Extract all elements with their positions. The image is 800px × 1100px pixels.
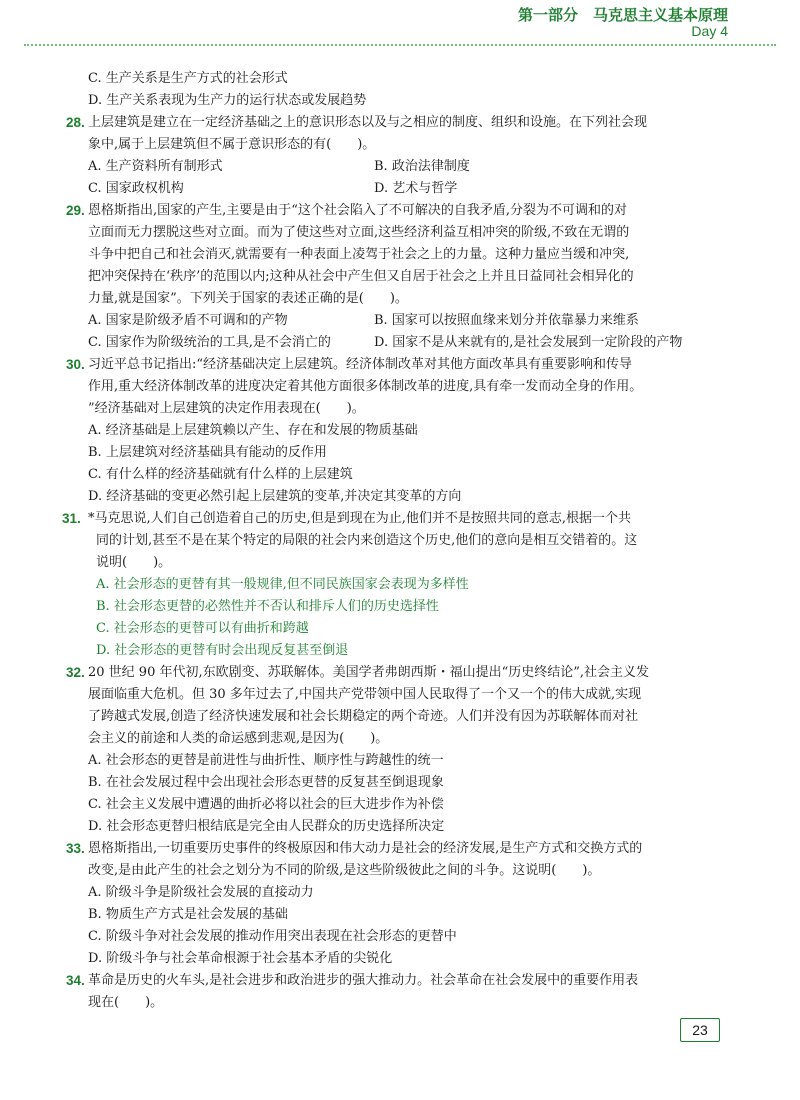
question-text: 恩格斯指出,一切重要历史事件的终极原因和伟大动力是社会的经济发展,是生产方式和交换方式的 xyxy=(88,841,643,856)
question-34 xyxy=(66,970,728,1014)
option-d: D. 艺术与哲学 xyxy=(374,181,458,196)
option-d: D. 社会形态的更替有时会出现反复甚至倒退 xyxy=(96,643,349,658)
day-label: Day 4 xyxy=(691,23,728,39)
option-a: A. 阶级斗争是阶级社会发展的直接动力 xyxy=(88,885,314,900)
question-text: 会主义的前途和人类的命运感到悲观,是因为( )。 xyxy=(88,731,389,746)
question-text: 20 世纪 90 年代初,东欧剧变、苏联解体。美国学者弗朗西斯・福山提出“历史终结论”,社会主义发 xyxy=(88,665,650,680)
page-header xyxy=(0,0,800,44)
section-title: 第一部分 马克思主义基本原理 xyxy=(517,6,728,24)
option-a: A. 经济基础是上层建筑赖以产生、存在和发展的物质基础 xyxy=(88,423,418,438)
option-c: C. 社会主义发展中遭遇的曲折必将以社会的巨大进步作为补偿 xyxy=(88,797,444,812)
options-row xyxy=(88,332,728,354)
option-c: C. 国家作为阶级统治的工具,是不会消亡的 xyxy=(88,335,331,350)
question-text: 现在( )。 xyxy=(88,995,164,1010)
question-text: 上层建筑是建立在一定经济基础之上的意识形态以及与之相应的制度、组织和设施。在下列社会现 xyxy=(88,115,648,130)
option-c: C. 有什么样的经济基础就有什么样的上层建筑 xyxy=(88,467,353,482)
question-text: 作用,重大经济体制改革的进度决定着其他方面很多体制改革的进度,具有牵一发而动全身的作用。 xyxy=(88,379,643,394)
question-number: 30. xyxy=(66,357,85,372)
question-32 xyxy=(66,662,728,838)
question-text: 把冲突保持在‘秩序’的范围以内;这种从社会中产生但又自居于社会之上并且日益同社会相异化的 xyxy=(88,269,634,284)
header-dotted-divider xyxy=(24,44,776,46)
option-b: B. 社会形态更替的必然性并不否认和排斥人们的历史选择性 xyxy=(96,599,439,614)
question-text: 恩格斯指出,国家的产生,主要是由于“这个社会陷入了不可解决的自我矛盾,分裂为不可调和的对 xyxy=(88,203,628,218)
page-number: 23 xyxy=(680,1018,720,1042)
option-d: D. 国家不是从来就有的,是社会发展到一定阶段的产物 xyxy=(374,335,683,350)
option-line: C. 生产关系是生产方式的社会形式 xyxy=(88,71,288,86)
question-number: 28. xyxy=(66,115,85,130)
options-row xyxy=(88,310,728,332)
question-number: 34. xyxy=(66,973,85,988)
question-number: 33. xyxy=(66,841,85,856)
option-d: D. 社会形态更替归根结底是完全由人民群众的历史选择所决定 xyxy=(88,819,445,834)
question-30 xyxy=(66,354,728,508)
question-number: 31. xyxy=(62,511,81,526)
option-b: B. 在社会发展过程中会出现社会形态更替的反复甚至倒退现象 xyxy=(88,775,444,790)
option-a: A. 国家是阶级矛盾不可调和的产物 xyxy=(88,313,288,328)
question-29 xyxy=(66,200,728,354)
question-text: 说明( )。 xyxy=(96,555,172,570)
question-text: 同的计划,甚至不是在某个特定的局限的社会内来创造这个历史,他们的意向是相互交错着的。这 xyxy=(96,533,638,548)
question-text: 象中,属于上层建筑但不属于意识形态的有( )。 xyxy=(88,137,376,152)
question-text: 斗争中把自己和社会消灭,就需要有一种表面上凌驾于社会之上的力量。这种力量应当缓和冲突, xyxy=(88,247,630,262)
option-c: C. 国家政权机构 xyxy=(88,181,184,196)
question-33 xyxy=(66,838,728,970)
question-text: *马克思说,人们自己创造着自己的历史,但是到现在为止,他们并不是按照共同的意志,根据一个共 xyxy=(88,511,632,526)
option-d: D. 经济基础的变更必然引起上层建筑的变革,并决定其变革的方向 xyxy=(88,489,462,504)
question-31 xyxy=(62,508,728,662)
question-28 xyxy=(66,112,728,200)
option-c: C. 阶级斗争对社会发展的推动作用突出表现在社会形态的更替中 xyxy=(88,929,457,944)
options-row xyxy=(88,156,728,178)
question-text: 革命是历史的火车头,是社会进步和政治进步的强大推动力。社会革命在社会发展中的重要作用表 xyxy=(88,973,639,988)
option-a: A. 生产资料所有制形式 xyxy=(88,159,223,174)
option-b: B. 政治法律制度 xyxy=(374,159,470,174)
question-number: 32. xyxy=(66,665,85,680)
question-number: 29. xyxy=(66,203,85,218)
question-text: 了跨越式发展,创造了经济快速发展和社会长期稳定的两个奇迹。人们并没有因为苏联解体而对社 xyxy=(88,709,639,724)
option-d: D. 阶级斗争与社会革命根源于社会基本矛盾的尖锐化 xyxy=(88,951,393,966)
question-text: 改变,是由此产生的社会之划分为不同的阶级,是这些阶级彼此之间的斗争。这说明( )。 xyxy=(88,863,601,878)
options-row xyxy=(88,178,728,200)
option-b: B. 物质生产方式是社会发展的基础 xyxy=(88,907,288,922)
question-text: 习近平总书记指出:“经济基础决定上层建筑。经济体制改革对其他方面改革具有重要影响和传导 xyxy=(88,357,633,372)
question-text: 展面临重大危机。但 30 多年过去了,中国共产党带领中国人民取得了一个又一个的伟大成就,实现 xyxy=(88,687,642,702)
question-text: ”经济基础对上层建筑的决定作用表现在( )。 xyxy=(88,401,365,416)
option-c: C. 社会形态的更替可以有曲折和跨越 xyxy=(96,621,309,636)
option-b: B. 上层建筑对经济基础具有能动的反作用 xyxy=(88,445,327,460)
option-line: D. 生产关系表现为生产力的运行状态或发展趋势 xyxy=(88,93,367,108)
question-text: 力量,就是国家”。下列关于国家的表述正确的是( )。 xyxy=(88,291,408,306)
option-b: B. 国家可以按照血缘来划分并依靠暴力来维系 xyxy=(374,313,639,328)
option-a: A. 社会形态的更替是前进性与曲折性、顺序性与跨越性的统一 xyxy=(88,753,444,768)
option-a: A. 社会形态的更替有其一般规律,但不同民族国家会表现为多样性 xyxy=(96,577,469,592)
question-text: 立面而无力摆脱这些对立面。而为了使这些对立面,这些经济利益互相冲突的阶级,不致在无谓的 xyxy=(88,225,630,240)
page-content xyxy=(62,68,728,1014)
